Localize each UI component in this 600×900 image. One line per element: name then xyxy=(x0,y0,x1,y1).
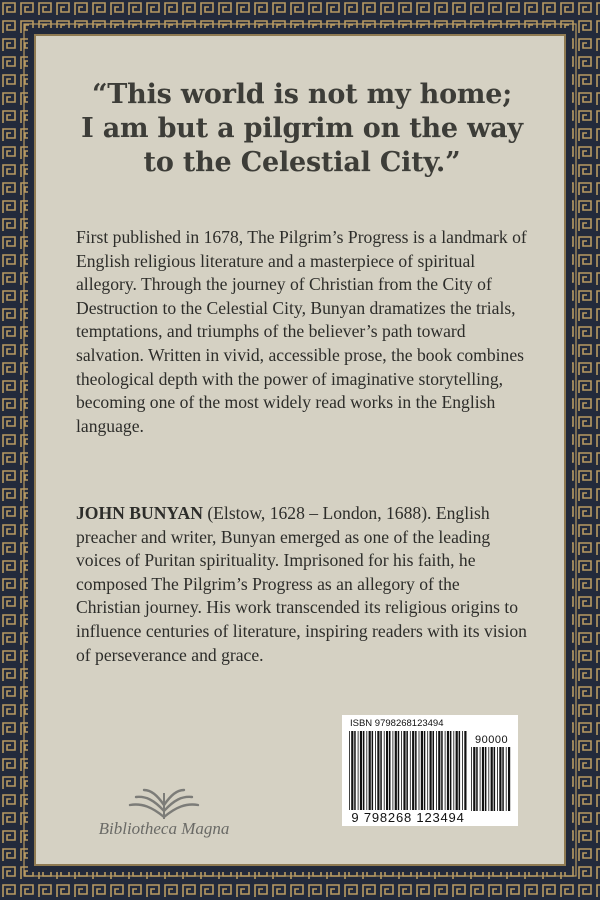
book-description: First published in 1678, The Pilgrim’s Progress is a landmark of English religious literature and a masterpiece of spiritual allegory. Through the journey of Christian from the City of Destruction to the Celestial City, Bunyan dramatizes the trials, temptations, and triumphs of the believer’s path toward salvation. Written in vivid, accessible prose, the book combines theological depth with the power of imaginative storytelling, becoming one of the most widely read works in the English language. xyxy=(76,227,527,436)
isbn-barcode xyxy=(342,715,518,826)
addon-barcode-bars xyxy=(470,747,512,811)
price-code: 90000 xyxy=(475,734,509,746)
quote-line-3: to the Celestial City.” xyxy=(143,147,461,178)
author-name: JOHN BUNYAN xyxy=(76,503,203,523)
author-biography xyxy=(76,502,528,667)
author-bio-text: (Elstow, 1628 – London, 1688). English preacher and writer, Bunyan emerged as one of the leading voices of Puritan spirituality. Imprisoned for his faith, he composed The Pilgrim’s Progress as an allegory of the Christian journey. His work transcended its religious origins to influence centuries of literature, inspiring readers with its vision of perseverance and grace. xyxy=(76,503,527,665)
isbn-label: ISBN 9798268123494 xyxy=(350,718,444,729)
epigraph-quote xyxy=(36,78,568,180)
barcode-bars xyxy=(348,731,468,811)
quote-line-2: I am but a pilgrim on the way xyxy=(81,113,523,144)
quote-line-1: “This world is not my home; xyxy=(91,79,513,110)
publisher-name: Bibliotheca Magna xyxy=(98,819,230,838)
isbn-digits: 9 798268 123494 xyxy=(346,810,470,825)
open-book-icon xyxy=(94,783,234,823)
publisher-logo xyxy=(94,783,234,843)
